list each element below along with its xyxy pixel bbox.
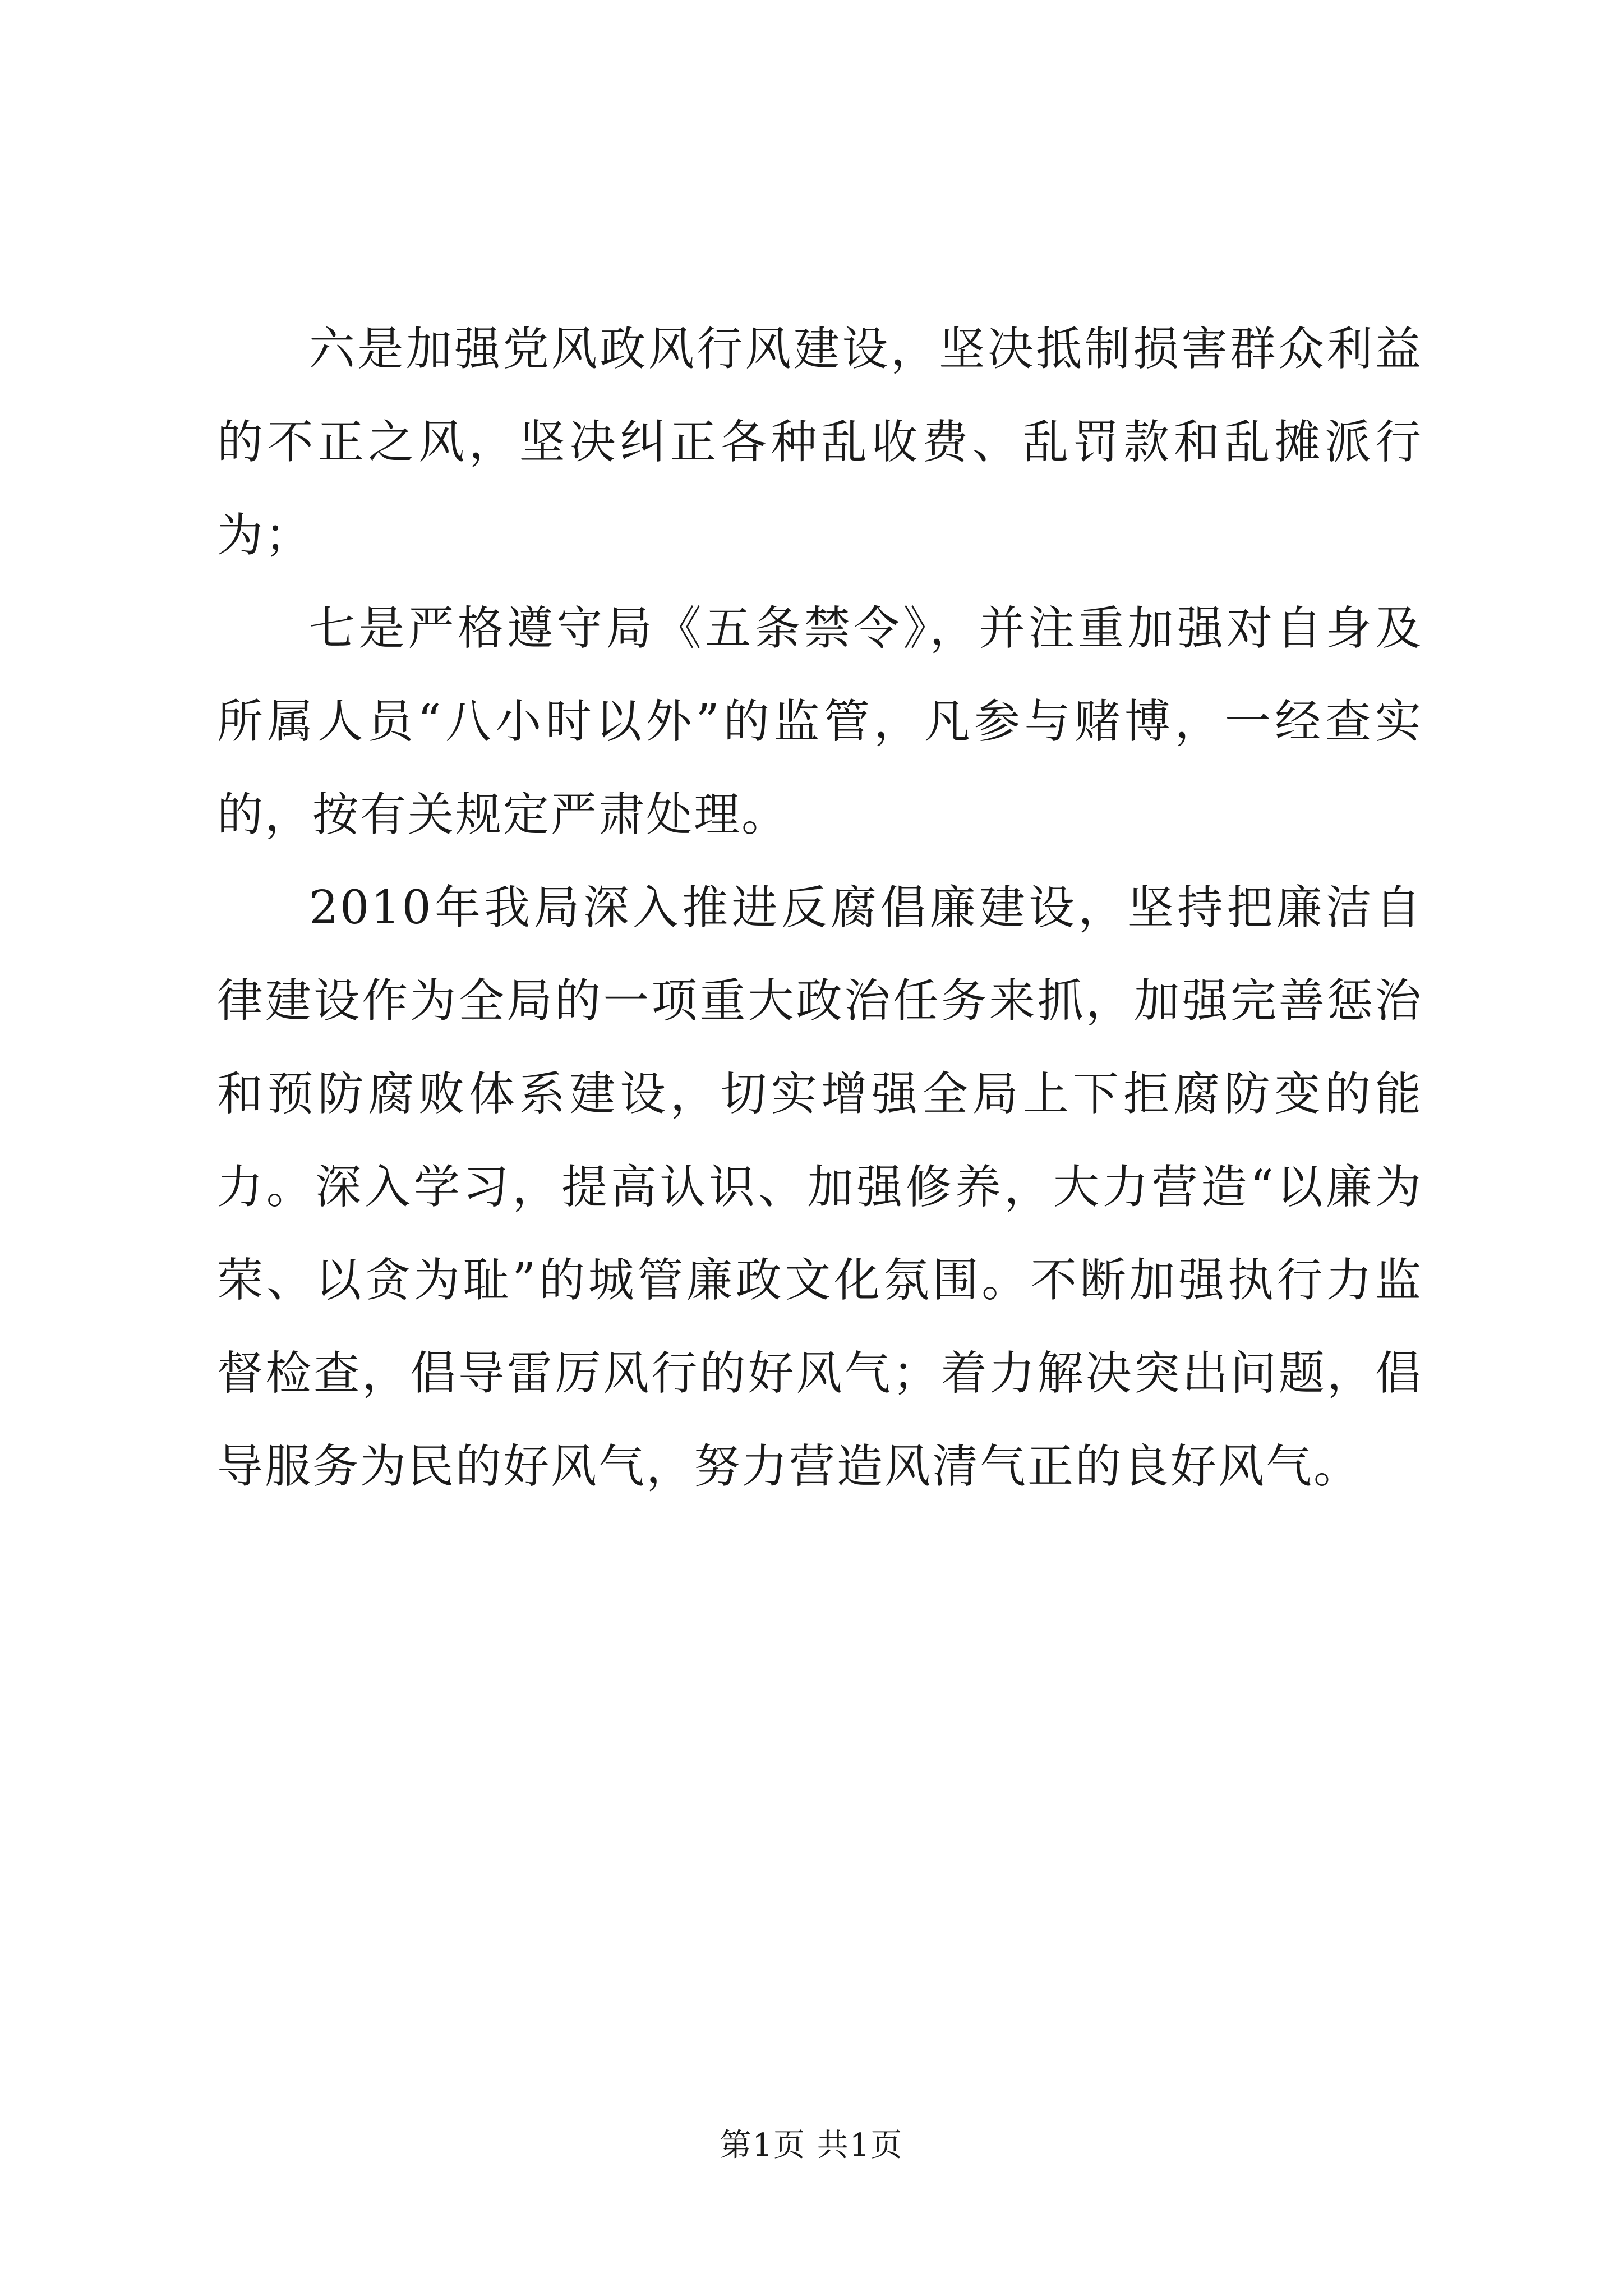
paragraph-seven: 七是严格遵守局《五条禁令》，并注重加强对自身及所属人员“八小时以外”的监管，凡参与赌博，一经查实的，按有关规定严肃处理。 <box>217 602 1423 841</box>
page-footer: 第1页 共1页 <box>720 2127 903 2164</box>
paragraph-2010-summary: 2010年我局深入推进反腐倡廉建设，坚持把廉洁自律建设作为全局的一项重大政治任务来抓，加强完善惩治和预防腐败体系建设，切实增强全局上下拒腐防变的能力。深入学习，提高认识、加强修养，大力营造“以廉为荣、以贪为耻”的城管廉政文化氛围。不断加强执行力监督检查，倡导雷厉风行的好风气；着力解决突出问题，倡导服务为民的好风气，努力营造风清气正的良好风气。 <box>217 881 1423 1493</box>
paragraph-six: 六是加强党风政风行风建设，坚决抵制损害群众利益的不正之风，坚决纠正各种乱收费、乱罚款和乱摊派行为； <box>217 323 1423 562</box>
document-body <box>217 303 1423 1513</box>
